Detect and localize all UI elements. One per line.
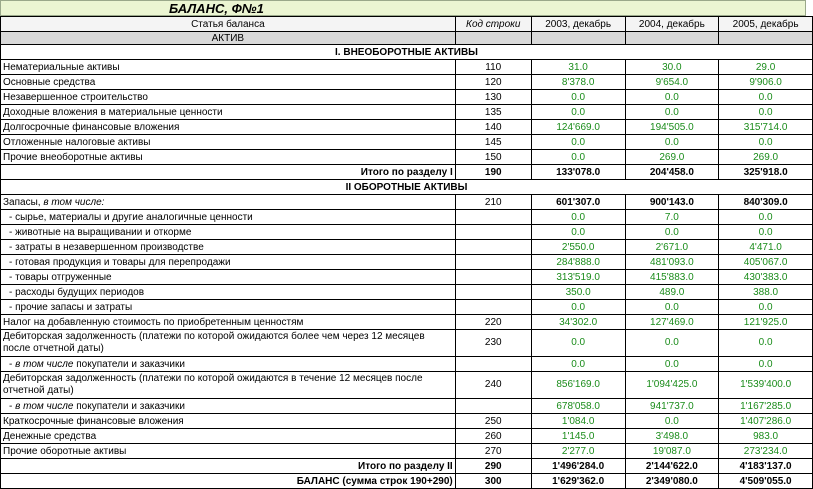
value-2004: 481'093.0 bbox=[625, 255, 719, 270]
value-2005: 4'183'137.0 bbox=[719, 459, 813, 474]
row-label: Отложенные налоговые активы bbox=[1, 135, 456, 150]
value-2003: 601'307.0 bbox=[531, 195, 625, 210]
value-2005: 405'067.0 bbox=[719, 255, 813, 270]
value-2004: 19'087.0 bbox=[625, 444, 719, 459]
section-title: II ОБОРОТНЫЕ АКТИВЫ bbox=[1, 180, 813, 195]
value-2005: 0.0 bbox=[719, 357, 813, 372]
row-code: 110 bbox=[455, 60, 531, 75]
table-row bbox=[1, 60, 813, 75]
value-2004: 194'505.0 bbox=[625, 120, 719, 135]
row-label: Денежные средства bbox=[1, 429, 456, 444]
value-2004: 204'458.0 bbox=[625, 165, 719, 180]
header-col-2003: 2003, декабрь bbox=[531, 17, 625, 32]
value-2003: 313'519.0 bbox=[531, 270, 625, 285]
value-2005: 0.0 bbox=[719, 135, 813, 150]
value-2005: 0.0 bbox=[719, 330, 813, 357]
value-2005: 983.0 bbox=[719, 429, 813, 444]
value-2004: 0.0 bbox=[625, 225, 719, 240]
value-2003: 2'277.0 bbox=[531, 444, 625, 459]
value-2003: 0.0 bbox=[531, 150, 625, 165]
row-code: 220 bbox=[455, 315, 531, 330]
value-2004: 0.0 bbox=[625, 357, 719, 372]
row-label: - готовая продукция и товары для перепродажи bbox=[1, 255, 456, 270]
value-2004: 30.0 bbox=[625, 60, 719, 75]
table-row bbox=[1, 90, 813, 105]
value-2004: 0.0 bbox=[625, 414, 719, 429]
header-col-article: Статья баланса bbox=[1, 17, 456, 32]
sheet-title: БАЛАНС, Ф№1 bbox=[169, 1, 264, 16]
value-2004: 3'498.0 bbox=[625, 429, 719, 444]
row-label: - прочие запасы и затраты bbox=[1, 300, 456, 315]
row-code bbox=[455, 300, 531, 315]
value-2004: 489.0 bbox=[625, 285, 719, 300]
value-2003: 0.0 bbox=[531, 90, 625, 105]
balance-table bbox=[0, 16, 813, 489]
value-2005: 1'167'285.0 bbox=[719, 399, 813, 414]
value-2004: 269.0 bbox=[625, 150, 719, 165]
row-label: Прочие оборотные активы bbox=[1, 444, 456, 459]
table-row bbox=[1, 300, 813, 315]
row-code: 190 bbox=[455, 165, 531, 180]
value-2004: 0.0 bbox=[625, 105, 719, 120]
value-2004: 0.0 bbox=[625, 90, 719, 105]
table-row bbox=[1, 120, 813, 135]
row-label: Доходные вложения в материальные ценности bbox=[1, 105, 456, 120]
value-2003: 1'084.0 bbox=[531, 414, 625, 429]
row-code: 260 bbox=[455, 429, 531, 444]
table-row bbox=[1, 135, 813, 150]
table-row bbox=[1, 75, 813, 90]
row-label: Основные средства bbox=[1, 75, 456, 90]
value-2003: 856'169.0 bbox=[531, 372, 625, 399]
row-code: 145 bbox=[455, 135, 531, 150]
table-row bbox=[1, 255, 813, 270]
total-row bbox=[1, 165, 813, 180]
row-code: 140 bbox=[455, 120, 531, 135]
row-code bbox=[455, 399, 531, 414]
value-2003: 34'302.0 bbox=[531, 315, 625, 330]
row-label-em: в том числе: bbox=[43, 196, 105, 208]
value-2003: 124'669.0 bbox=[531, 120, 625, 135]
section-title: I. ВНЕОБОРОТНЫЕ АКТИВЫ bbox=[1, 45, 813, 60]
value-2003: 284'888.0 bbox=[531, 255, 625, 270]
row-label bbox=[1, 195, 456, 210]
value-2003: 1'496'284.0 bbox=[531, 459, 625, 474]
value-2005: 269.0 bbox=[719, 150, 813, 165]
value-2005: 121'925.0 bbox=[719, 315, 813, 330]
row-code: 135 bbox=[455, 105, 531, 120]
value-2004: 0.0 bbox=[625, 300, 719, 315]
row-code: 130 bbox=[455, 90, 531, 105]
value-2004: 127'469.0 bbox=[625, 315, 719, 330]
table-row bbox=[1, 240, 813, 255]
balance-row bbox=[1, 474, 813, 489]
row-label: Краткосрочные финансовые вложения bbox=[1, 414, 456, 429]
table-row bbox=[1, 210, 813, 225]
value-2004: 900'143.0 bbox=[625, 195, 719, 210]
value-2004: 415'883.0 bbox=[625, 270, 719, 285]
value-2003: 0.0 bbox=[531, 135, 625, 150]
value-2003: 0.0 bbox=[531, 300, 625, 315]
value-2005: 325'918.0 bbox=[719, 165, 813, 180]
row-code: 120 bbox=[455, 75, 531, 90]
value-2004: 0.0 bbox=[625, 135, 719, 150]
subheader-aktiv: АКТИВ bbox=[1, 32, 456, 45]
row-code: 230 bbox=[455, 330, 531, 357]
row-label: Незавершенное строительство bbox=[1, 90, 456, 105]
row-code: 150 bbox=[455, 150, 531, 165]
total-row bbox=[1, 459, 813, 474]
row-label: Прочие внеоборотные активы bbox=[1, 150, 456, 165]
row-label: - в том числе покупатели и заказчики bbox=[1, 399, 456, 414]
row-code: 240 bbox=[455, 372, 531, 399]
value-2005: 1'539'400.0 bbox=[719, 372, 813, 399]
value-2005: 273'234.0 bbox=[719, 444, 813, 459]
value-2003: 350.0 bbox=[531, 285, 625, 300]
value-2005: 29.0 bbox=[719, 60, 813, 75]
row-code bbox=[455, 285, 531, 300]
value-2005: 315'714.0 bbox=[719, 120, 813, 135]
table-row bbox=[1, 414, 813, 429]
table-row bbox=[1, 285, 813, 300]
table-row bbox=[1, 105, 813, 120]
value-2003: 1'629'362.0 bbox=[531, 474, 625, 489]
header-row bbox=[1, 17, 813, 32]
section-row bbox=[1, 180, 813, 195]
row-code bbox=[455, 270, 531, 285]
value-2004: 1'094'425.0 bbox=[625, 372, 719, 399]
value-2003: 2'550.0 bbox=[531, 240, 625, 255]
value-2003: 678'058.0 bbox=[531, 399, 625, 414]
table-row bbox=[1, 357, 813, 372]
value-2004: 2'671.0 bbox=[625, 240, 719, 255]
row-label: БАЛАНС (сумма строк 190+290) bbox=[1, 474, 456, 489]
section-row bbox=[1, 45, 813, 60]
value-2003: 0.0 bbox=[531, 210, 625, 225]
value-2003: 0.0 bbox=[531, 225, 625, 240]
value-2005: 4'509'055.0 bbox=[719, 474, 813, 489]
row-code bbox=[455, 240, 531, 255]
row-code bbox=[455, 210, 531, 225]
value-2003: 8'378.0 bbox=[531, 75, 625, 90]
row-label: - в том числе покупатели и заказчики bbox=[1, 357, 456, 372]
title-bar bbox=[0, 0, 806, 16]
row-code: 210 bbox=[455, 195, 531, 210]
row-code: 250 bbox=[455, 414, 531, 429]
row-label: Дебиторская задолженность (платежи по которой ожидаются в течение 12 месяцев после отчетной даты) bbox=[1, 372, 456, 399]
row-code bbox=[455, 255, 531, 270]
row-label: - товары отгруженные bbox=[1, 270, 456, 285]
value-2003: 133'078.0 bbox=[531, 165, 625, 180]
header-col-code: Код строки bbox=[455, 17, 531, 32]
value-2004: 2'349'080.0 bbox=[625, 474, 719, 489]
header-col-2004: 2004, декабрь bbox=[625, 17, 719, 32]
value-2003: 0.0 bbox=[531, 105, 625, 120]
value-2003: 1'145.0 bbox=[531, 429, 625, 444]
value-2003: 31.0 bbox=[531, 60, 625, 75]
row-label: Итого по разделу II bbox=[1, 459, 456, 474]
row-code: 300 bbox=[455, 474, 531, 489]
value-2004: 2'144'622.0 bbox=[625, 459, 719, 474]
row-code: 270 bbox=[455, 444, 531, 459]
row-code bbox=[455, 357, 531, 372]
value-2003: 0.0 bbox=[531, 330, 625, 357]
row-code: 290 bbox=[455, 459, 531, 474]
table-row bbox=[1, 444, 813, 459]
table-row bbox=[1, 315, 813, 330]
table-row bbox=[1, 330, 813, 357]
table-row bbox=[1, 195, 813, 210]
row-label: Нематериальные активы bbox=[1, 60, 456, 75]
table-row bbox=[1, 225, 813, 240]
row-label: - расходы будущих периодов bbox=[1, 285, 456, 300]
table-row bbox=[1, 150, 813, 165]
row-label: Дебиторская задолженность (платежи по которой ожидаются более чем через 12 месяцев после отчетной даты) bbox=[1, 330, 456, 357]
row-label: Долгосрочные финансовые вложения bbox=[1, 120, 456, 135]
table-row bbox=[1, 399, 813, 414]
header-col-2005: 2005, декабрь bbox=[719, 17, 813, 32]
table-row bbox=[1, 270, 813, 285]
value-2005: 840'309.0 bbox=[719, 195, 813, 210]
table-row bbox=[1, 372, 813, 399]
value-2004: 0.0 bbox=[625, 330, 719, 357]
value-2005: 430'383.0 bbox=[719, 270, 813, 285]
value-2005: 0.0 bbox=[719, 210, 813, 225]
row-label: Налог на добавленную стоимость по приобретенным ценностям bbox=[1, 315, 456, 330]
value-2005: 0.0 bbox=[719, 300, 813, 315]
subheader-row bbox=[1, 32, 813, 45]
value-2005: 388.0 bbox=[719, 285, 813, 300]
value-2004: 7.0 bbox=[625, 210, 719, 225]
value-2005: 9'906.0 bbox=[719, 75, 813, 90]
row-label: - сырье, материалы и другие аналогичные ценности bbox=[1, 210, 456, 225]
row-label: - затраты в незавершенном производстве bbox=[1, 240, 456, 255]
value-2003: 0.0 bbox=[531, 357, 625, 372]
value-2005: 1'407'286.0 bbox=[719, 414, 813, 429]
value-2004: 941'737.0 bbox=[625, 399, 719, 414]
row-code bbox=[455, 225, 531, 240]
row-label: - животные на выращивании и откорме bbox=[1, 225, 456, 240]
value-2005: 0.0 bbox=[719, 90, 813, 105]
value-2005: 4'471.0 bbox=[719, 240, 813, 255]
value-2005: 0.0 bbox=[719, 225, 813, 240]
row-label-text: Запасы, bbox=[3, 196, 41, 208]
table-row bbox=[1, 429, 813, 444]
row-label: Итого по разделу I bbox=[1, 165, 456, 180]
value-2005: 0.0 bbox=[719, 105, 813, 120]
value-2004: 9'654.0 bbox=[625, 75, 719, 90]
